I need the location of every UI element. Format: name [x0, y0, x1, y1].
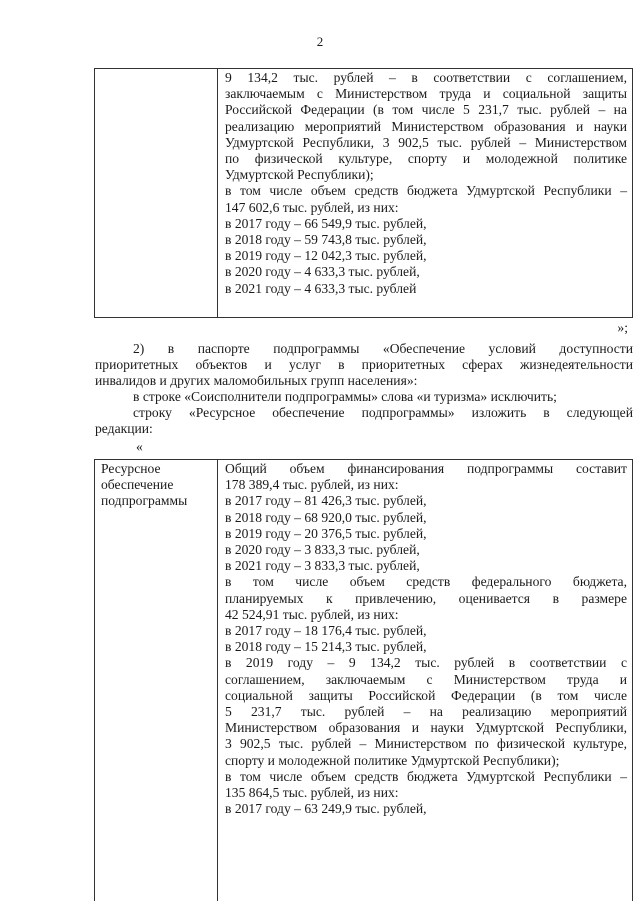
text-line: Удмуртской Республики, 3 902,5 тыс. рублей – Министерством — [225, 134, 627, 150]
text-line: 178 389,4 тыс. рублей, из них: — [225, 477, 399, 493]
text-line: в 2018 году – 59 743,8 тыс. рублей, — [225, 232, 427, 248]
text-line: в 2020 году – 4 633,3 тыс. рублей, — [225, 264, 420, 280]
text-line: в 2020 году – 3 833,3 тыс. рублей, — [225, 542, 420, 558]
text-line: 3 902,5 тыс. рублей – Министерством по физической культуре, — [225, 736, 627, 752]
text-line: социальной защиты Российской Федерации (в том числе — [225, 687, 627, 703]
text-line: в строке «Соисполнители подпрограммы» слова «и туризма» исключить; — [133, 389, 557, 404]
text-line: 5 231,7 тыс. рублей – на реализацию мероприятий — [225, 704, 627, 720]
text-line: в том числе объем средств федерального бюджета, — [225, 574, 627, 590]
text-line: соглашением, заключаемым с Министерством труда и — [225, 671, 627, 687]
text-line: в 2017 году – 18 176,4 тыс. рублей, — [225, 623, 427, 639]
text-line: Российской Федерации (в том числе 5 231,7 тыс. рублей – на — [225, 102, 627, 118]
text-line: в 2021 году – 4 633,3 тыс. рублей — [225, 280, 417, 296]
paragraph-item-2 — [95, 341, 633, 390]
label-line: обеспечение — [101, 477, 174, 493]
closing-quote: »; — [617, 320, 628, 335]
text-line: в 2021 году – 3 833,3 тыс. рублей, — [225, 558, 420, 574]
text-line: в 2019 году – 12 042,3 тыс. рублей, — [225, 248, 427, 264]
funding-text-cell — [218, 69, 633, 318]
text-line: реализацию мероприятий Министерством образования и науки — [225, 118, 627, 134]
text-line: редакции: — [95, 421, 153, 437]
text-line: спорту и молодежной политике Удмуртской Республики); — [225, 752, 560, 768]
text-line: планируемых к привлечению, оценивается в размере — [225, 590, 627, 606]
resource-label-cell — [95, 460, 218, 902]
text-line: 2) в паспорте подпрограммы «Обеспечение условий доступности — [133, 341, 633, 356]
resource-provision-table — [94, 459, 633, 901]
page-number: 2 — [316, 34, 324, 49]
text-line: в том числе объем средств бюджета Удмуртской Республики – — [225, 183, 627, 199]
text-line: в 2019 году – 20 376,5 тыс. рублей, — [225, 525, 427, 541]
text-line: 9 134,2 тыс. рублей – в соответствии с соглашением, — [225, 70, 627, 85]
paragraph-resource-row — [95, 405, 633, 437]
text-line: заключаемым с Министерством труда и социальной защиты — [225, 86, 627, 102]
text-line: в 2019 году – 9 134,2 тыс. рублей в соответствии с — [225, 655, 627, 671]
funding-table-continued — [94, 68, 633, 318]
label-line: Ресурсное — [101, 461, 161, 476]
opening-quote: « — [136, 439, 143, 454]
text-line: в 2017 году – 63 249,9 тыс. рублей, — [225, 801, 427, 817]
text-line: в 2018 году – 68 920,0 тыс. рублей, — [225, 509, 427, 525]
text-line: в 2017 году – 66 549,9 тыс. рублей, — [225, 215, 427, 231]
empty-label-cell — [95, 69, 218, 318]
text-line: приоритетных объектов и услуг в приоритетных сферах жизнедеятельности — [95, 357, 633, 373]
text-line: 42 524,91 тыс. рублей, из них: — [225, 606, 399, 622]
paragraph-coexecutors — [95, 389, 633, 405]
text-line: в 2018 году – 15 214,3 тыс. рублей, — [225, 639, 427, 655]
text-line: 147 602,6 тыс. рублей, из них: — [225, 199, 399, 215]
resource-text-cell — [218, 460, 633, 902]
text-line: Министерством образования и науки Удмуртской Республики, — [225, 720, 627, 736]
text-line: в 2017 году – 81 426,3 тыс. рублей, — [225, 493, 427, 509]
text-line: инвалидов и других маломобильных групп населения»: — [95, 373, 418, 389]
text-line: Удмуртской Республики); — [225, 167, 374, 183]
label-line: подпрограммы — [101, 493, 188, 509]
text-line: Общий объем финансирования подпрограммы составит — [225, 461, 627, 476]
text-line: строку «Ресурсное обеспечение подпрограммы» изложить в следующей — [133, 405, 633, 420]
text-line: 135 864,5 тыс. рублей, из них: — [225, 785, 399, 801]
text-line: по физической культуре, спорту и молодежной политике — [225, 151, 627, 167]
text-line: в том числе объем средств бюджета Удмуртской Республики – — [225, 768, 627, 784]
